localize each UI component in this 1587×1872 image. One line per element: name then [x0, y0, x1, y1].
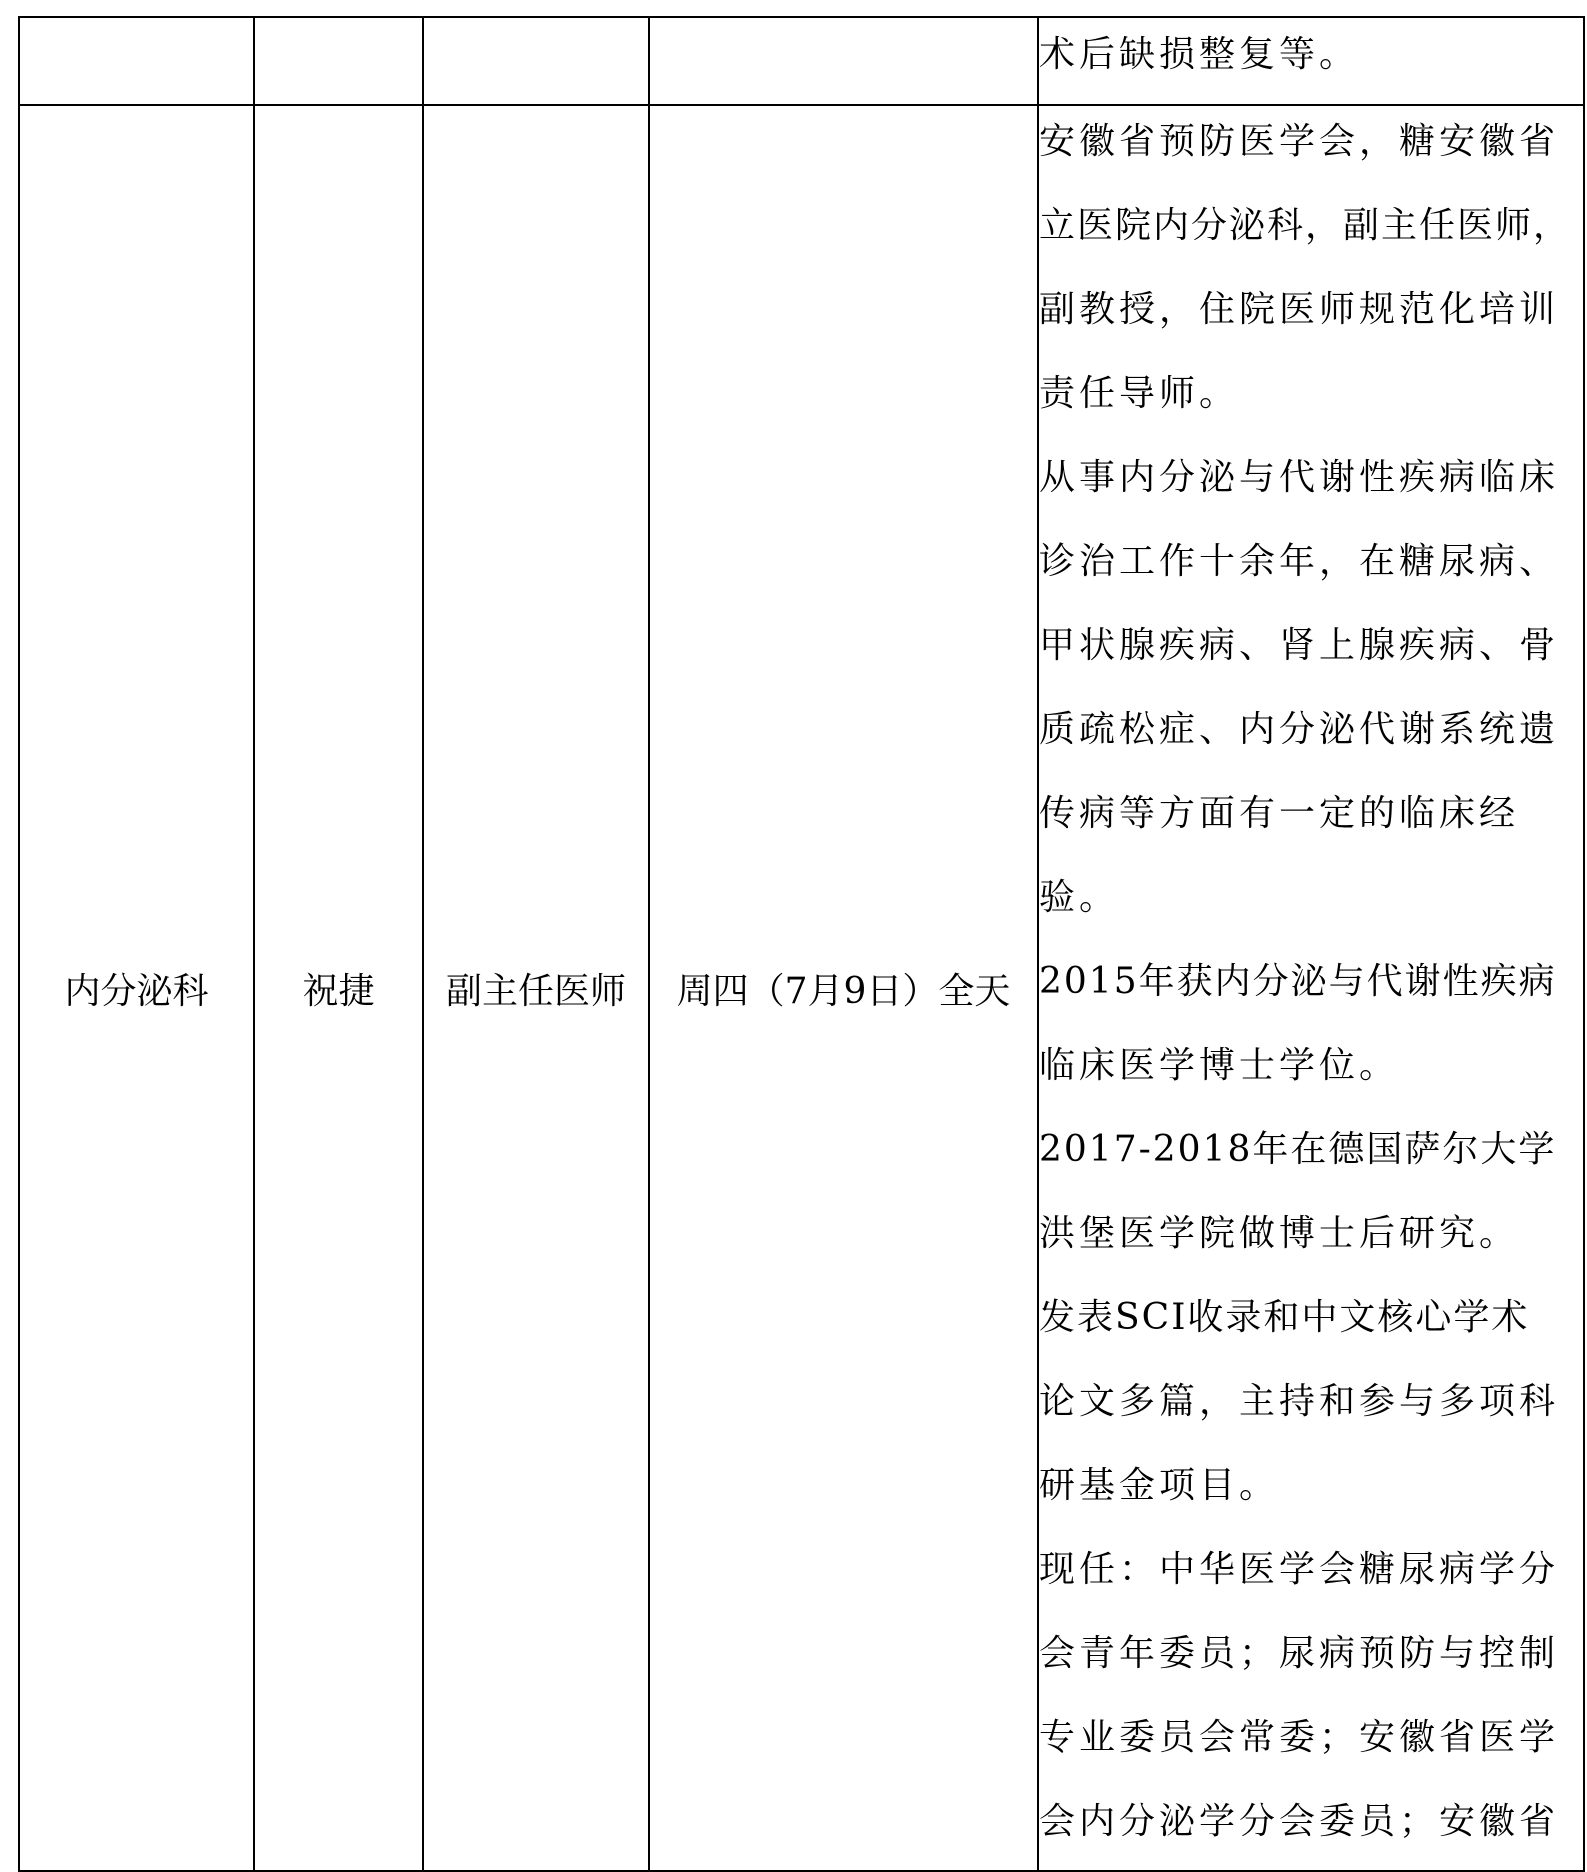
bio-line: 现任：中华医学会糖尿病学分 — [1039, 1549, 1560, 1590]
bio-line: 传病等方面有一定的临床经 — [1039, 793, 1520, 834]
bio-line: 副教授，住院医师规范化培训 — [1039, 289, 1560, 330]
bio-line: 洪堡医学院做博士后研究。 — [1039, 1213, 1520, 1254]
bio-line: 专业委员会常委；安徽省医学 — [1039, 1717, 1560, 1758]
schedule-cell: 周四（7月9日）全天 — [649, 105, 1038, 1871]
table-row — [19, 105, 1584, 1871]
table-row — [19, 17, 1584, 105]
title-cell-empty — [423, 17, 649, 105]
bio-line: 立医院内分泌科，副主任医师， — [1039, 205, 1572, 246]
doctor-name-cell: 祝捷 — [254, 105, 423, 1871]
bio-line: 研基金项目。 — [1039, 1465, 1280, 1506]
bio-line: 临床医学博士学位。 — [1039, 1045, 1400, 1086]
bio-line: 验。 — [1039, 877, 1120, 918]
bio-line: 会青年委员；尿病预防与控制 — [1039, 1633, 1560, 1674]
department-cell-empty — [19, 17, 254, 105]
bio-line: 质疏松症、内分泌代谢系统遗 — [1039, 709, 1560, 750]
bio-line: 2015年获内分泌与代谢性疾病 — [1039, 961, 1557, 1002]
doctor-title-cell: 副主任医师 — [423, 105, 649, 1871]
bio-line: 安徽省预防医学会，糖安徽省 — [1039, 121, 1560, 162]
schedule-cell-empty — [649, 17, 1038, 105]
schedule-table — [18, 16, 1585, 1872]
department-cell: 内分泌科 — [19, 105, 254, 1871]
bio-line: 发表SCI收录和中文核心学术 — [1039, 1297, 1530, 1338]
bio-cell — [1038, 105, 1584, 1871]
bio-line: 会内分泌学分会委员；安徽省 — [1039, 1801, 1560, 1842]
doctor-cell-empty — [254, 17, 423, 105]
bio-line: 术后缺损整复等。 — [1039, 34, 1360, 75]
bio-line: 责任导师。 — [1039, 373, 1240, 414]
bio-line: 甲状腺疾病、肾上腺疾病、骨 — [1039, 625, 1560, 666]
bio-line: 论文多篇，主持和参与多项科 — [1039, 1381, 1560, 1422]
bio-line: 2017-2018年在德国萨尔大学 — [1039, 1129, 1557, 1170]
bio-line: 从事内分泌与代谢性疾病临床 — [1039, 457, 1560, 498]
bio-line: 诊治工作十余年，在糖尿病、 — [1039, 541, 1560, 582]
bio-cell-continued — [1038, 17, 1584, 105]
